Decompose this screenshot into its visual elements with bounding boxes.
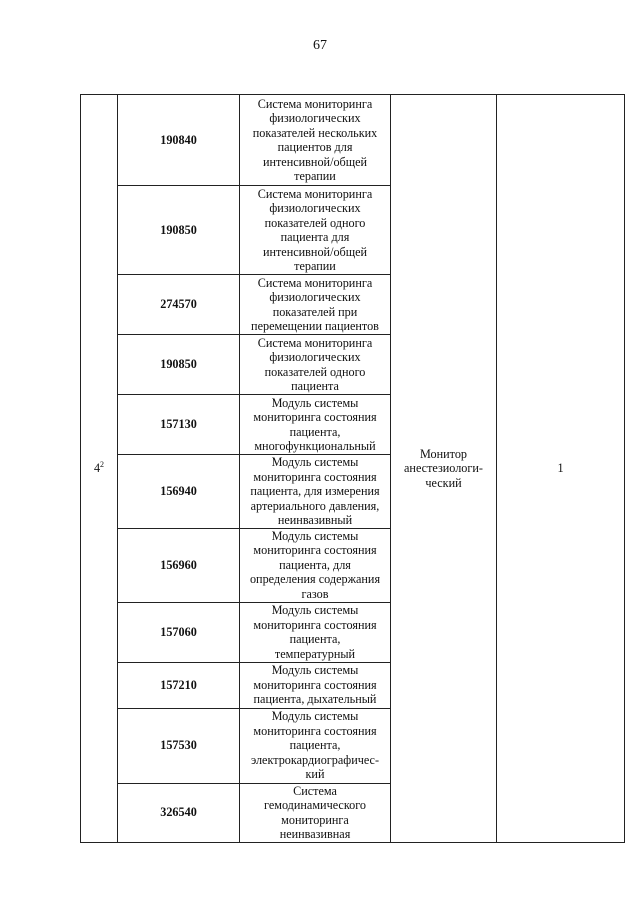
kind-name-line: Модуль системы — [271, 455, 359, 469]
kind-name-line: Система мониторинга — [257, 275, 373, 290]
kind-name-cell — [240, 662, 391, 708]
quantity-cell: 1 — [497, 95, 625, 843]
kind-name-cell — [240, 602, 391, 662]
device-kind-cell — [391, 95, 497, 843]
row-number-superscript: 2 — [100, 459, 105, 469]
kind-name-line: физиологических — [269, 290, 361, 304]
kind-name-line: показателей нескольких — [252, 125, 378, 140]
kind-name-line: пациента для — [280, 230, 350, 244]
kind-name-cell — [240, 95, 391, 186]
kind-name-line: пациента, для измерения — [250, 484, 380, 498]
kind-name-line: Модуль системы — [271, 663, 359, 678]
kind-name-line: показателей при — [272, 304, 358, 319]
kind-code-cell: 190850 — [118, 186, 240, 275]
kind-name-line: мониторинга состояния — [253, 410, 377, 424]
kind-name-line: неинвазивная — [279, 827, 351, 841]
kind-name-cell — [240, 186, 391, 275]
row-number: 4 — [93, 461, 101, 475]
kind-name-cell — [240, 783, 391, 842]
kind-code-cell: 326540 — [118, 783, 240, 842]
kind-name-line: физиологических — [269, 350, 361, 364]
kind-name-line: Система мониторинга — [257, 96, 373, 111]
kind-name-cell — [240, 708, 391, 783]
kind-name-cell — [240, 395, 391, 455]
kind-name-line: многофункциональный — [254, 439, 376, 453]
kind-name-cell — [240, 455, 391, 529]
kind-name-line: пациента, для — [279, 557, 351, 572]
kind-code-cell: 156960 — [118, 528, 240, 602]
kind-name-line: Модуль системы — [271, 603, 359, 617]
kind-name-line: температурный — [274, 646, 356, 661]
kind-name-line: мониторинга состояния — [253, 617, 377, 632]
kind-name-line: пациентов для — [277, 140, 353, 154]
kind-name-cell — [240, 528, 391, 602]
kind-name-line: электрокардиографичес- — [250, 752, 380, 767]
kind-name-line: пациента, — [289, 424, 341, 439]
kind-name-line: перемещении пациентов — [251, 319, 379, 333]
kind-name-line: Система мониторинга — [257, 335, 373, 350]
kind-code-cell: 157530 — [118, 708, 240, 783]
kind-name-line: мониторинга состояния — [253, 543, 377, 558]
row-number-cell — [81, 95, 118, 843]
kind-name-line: мониторинга — [281, 812, 349, 827]
kind-name-line: Система — [293, 783, 337, 798]
kind-name-line: мониторинга состояния — [253, 469, 377, 484]
kind-code-cell: 190850 — [118, 335, 240, 395]
kind-name-cell — [240, 275, 391, 335]
kind-name-line: определения содержания — [249, 572, 381, 587]
kind-name-line: Система мониторинга — [257, 186, 373, 201]
kind-code-cell: 157210 — [118, 662, 240, 708]
kind-name-line: неинвазивный — [277, 513, 353, 527]
kind-code-cell: 274570 — [118, 275, 240, 335]
kind-name-line: пациента — [291, 379, 339, 393]
kind-code-cell: 157130 — [118, 395, 240, 455]
page-number: 67 — [313, 38, 327, 53]
kind-code-cell: 190840 — [118, 95, 240, 186]
kind-name-line: показателей одного — [264, 364, 366, 379]
kind-name-line: показателей одного — [264, 215, 366, 230]
device-kind-line: ческий — [425, 475, 462, 490]
kind-name-line: Модуль системы — [271, 709, 359, 724]
table-row — [81, 95, 625, 186]
kind-name-line: газов — [301, 586, 329, 601]
kind-name-line: терапии — [294, 169, 336, 183]
kind-name-line: гемодинамического — [263, 798, 367, 812]
kind-code-cell: 156940 — [118, 455, 240, 529]
kind-name-line: интенсивной/общей — [262, 244, 368, 259]
equipment-table — [80, 94, 625, 843]
kind-code-cell: 157060 — [118, 602, 240, 662]
kind-name-line: терапии — [294, 259, 336, 273]
kind-name-cell — [240, 335, 391, 395]
device-kind-line: Монитор — [419, 446, 468, 461]
kind-name-line: Модуль системы — [271, 395, 359, 410]
kind-name-line: пациента, дыхательный — [253, 692, 377, 707]
kind-name-line: физиологических — [269, 111, 361, 125]
kind-name-line: интенсивной/общей — [262, 154, 368, 169]
kind-name-line: Модуль системы — [271, 528, 359, 543]
kind-name-line: пациента, — [289, 738, 341, 753]
device-kind-line: анестезиологи- — [404, 461, 483, 475]
table-body — [81, 95, 625, 843]
kind-name-line: мониторинга состояния — [253, 723, 377, 738]
kind-name-line: пациента, — [289, 632, 341, 646]
kind-name-line: физиологических — [269, 201, 361, 215]
kind-name-line: мониторинга состояния — [253, 677, 377, 692]
kind-name-line: артериального давления, — [250, 498, 380, 513]
kind-name-line: кий — [305, 767, 325, 782]
